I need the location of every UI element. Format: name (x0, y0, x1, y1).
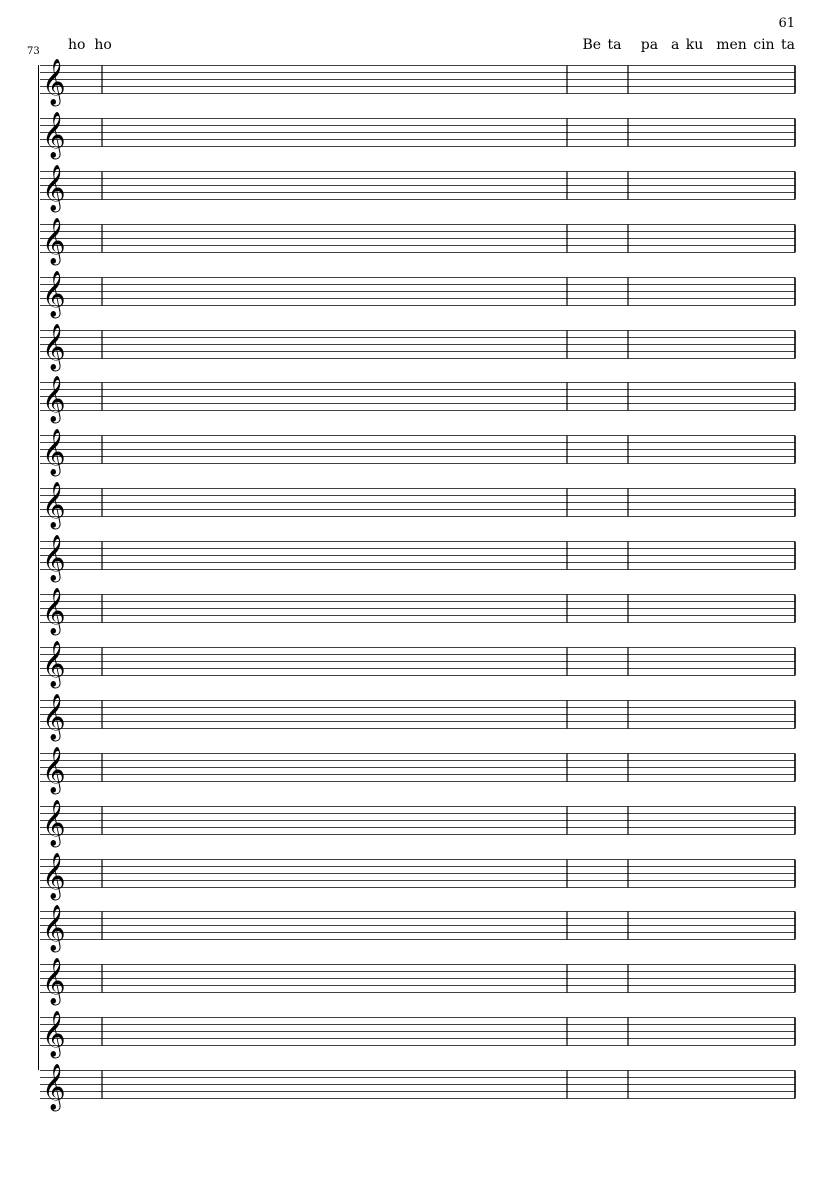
treble-clef-icon: 𝄞 (42, 799, 66, 846)
page-number: 61 (778, 16, 795, 31)
treble-clef-icon: 𝄞 (42, 323, 66, 370)
staff-lines (40, 164, 795, 211)
staff-lines (40, 1064, 795, 1111)
staff (40, 799, 795, 846)
system-bracket (38, 65, 39, 1070)
staff (40, 164, 795, 211)
staff-lines (40, 376, 795, 423)
treble-clef-icon: 𝄞 (42, 640, 66, 687)
treble-clef-icon: 𝄞 (42, 429, 66, 476)
staff (40, 376, 795, 423)
staff (40, 323, 795, 370)
treble-clef-icon: 𝄞 (42, 111, 66, 158)
treble-clef-icon: 𝄞 (42, 693, 66, 740)
staff-lines (40, 323, 795, 370)
treble-clef-icon: 𝄞 (42, 217, 66, 264)
treble-clef-icon: 𝄞 (42, 905, 66, 952)
staff-lines (40, 958, 795, 1005)
treble-clef-icon: 𝄞 (42, 746, 66, 793)
lyrics-left: ho ho (68, 37, 112, 53)
treble-clef-icon: 𝄞 (42, 1064, 66, 1111)
staff-lines (40, 429, 795, 476)
staff-lines (40, 640, 795, 687)
treble-clef-icon: 𝄞 (42, 588, 66, 634)
staff (40, 482, 795, 529)
staff-lines (40, 799, 795, 846)
staff-lines (40, 905, 795, 952)
staff-lines (40, 693, 795, 740)
staff-lines (40, 482, 795, 529)
treble-clef-icon: 𝄞 (42, 852, 66, 899)
treble-clef-icon: 𝄞 (42, 164, 66, 211)
staff (40, 535, 795, 582)
staff (40, 1064, 795, 1111)
staff-lines (40, 270, 795, 317)
staff (40, 640, 795, 687)
measure-number: 73 (27, 46, 40, 57)
staff-lines (40, 59, 795, 105)
staff (40, 693, 795, 740)
staff (40, 270, 795, 317)
treble-clef-icon: 𝄞 (42, 535, 66, 582)
staff (40, 59, 795, 105)
treble-clef-icon: 𝄞 (42, 1011, 66, 1058)
treble-clef-icon: 𝄞 (42, 482, 66, 529)
staff (40, 852, 795, 899)
staff-lines (40, 588, 795, 634)
staff (40, 958, 795, 1005)
staff (40, 905, 795, 952)
treble-clef-icon: 𝄞 (42, 958, 66, 1005)
staff-lines (40, 852, 795, 899)
staff (40, 429, 795, 476)
staff-lines (40, 535, 795, 582)
treble-clef-icon: 𝄞 (42, 376, 66, 423)
staff (40, 746, 795, 793)
staff-lines (40, 111, 795, 158)
lyrics-right: Be ta pa a ku men cin ta (582, 37, 795, 53)
staff-lines (40, 1011, 795, 1058)
treble-clef-icon: 𝄞 (42, 59, 66, 105)
treble-clef-icon: 𝄞 (42, 270, 66, 317)
staff (40, 111, 795, 158)
staff (40, 588, 795, 634)
staff-lines (40, 746, 795, 793)
staff (40, 217, 795, 264)
staff (40, 1011, 795, 1058)
staff-lines (40, 217, 795, 264)
